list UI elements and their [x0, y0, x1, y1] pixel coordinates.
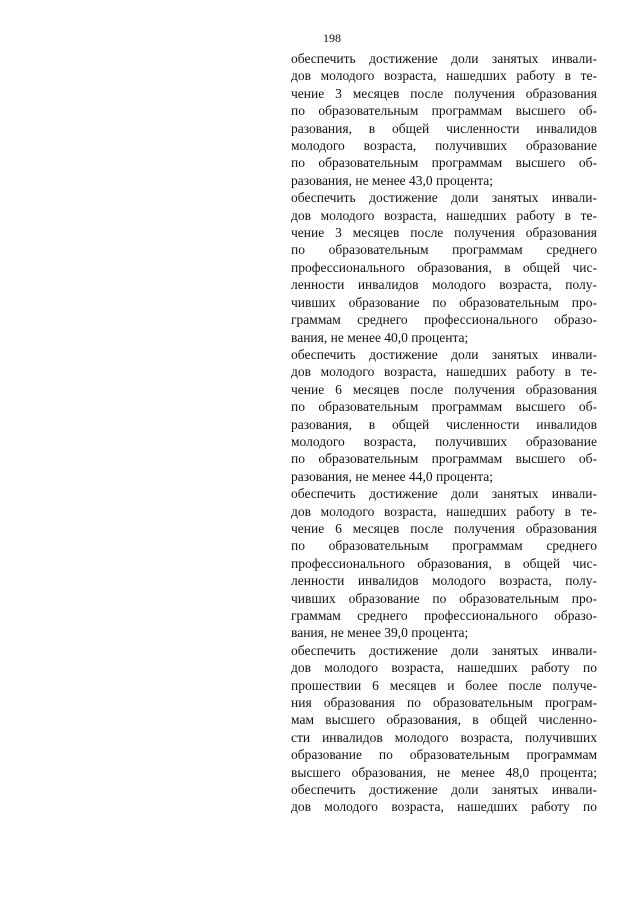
- text-line: разования, в общей численности инвалидов: [291, 416, 597, 432]
- text-line: чение 3 месяцев после получения образования: [291, 225, 597, 241]
- text-line: ленности инвалидов молодого возраста, полу-: [291, 573, 597, 589]
- text-line: по образовательным программам среднего: [291, 242, 597, 258]
- text-line: ния образования по образовательным програм-: [291, 695, 597, 711]
- text-line: чение 6 месяцев после получения образования: [291, 381, 597, 397]
- text-line: обеспечить достижение доли занятых инвали-: [291, 51, 597, 66]
- text-line: по образовательным программам среднего: [291, 538, 597, 554]
- text-line: профессионального образования, в общей чис-: [291, 555, 597, 571]
- text-line: дов молодого возраста, нашедших работу по: [291, 660, 597, 676]
- text-line: образование по образовательным программам: [291, 747, 597, 763]
- text-line: дов молодого возраста, нашедших работу в те-: [291, 207, 597, 223]
- text-line: дов молодого возраста, нашедших работу в те-: [291, 503, 597, 519]
- text-line: вания, не менее 40,0 процента;: [291, 329, 469, 345]
- text-line: чение 6 месяцев после получения образования: [291, 520, 597, 536]
- text-line: профессионального образования, в общей чис-: [291, 259, 597, 275]
- text-line: обеспечить достижение доли занятых инвали-: [291, 346, 597, 362]
- text-line: по образовательным программам высшего об-: [291, 155, 597, 171]
- text-line: молодого возраста, получивших образование: [291, 433, 597, 449]
- text-line: чивших образование по образовательным про-: [291, 590, 597, 606]
- text-line: чение 3 месяцев после получения образования: [291, 85, 597, 101]
- text-line: по образовательным программам высшего об-: [291, 451, 597, 467]
- text-line: обеспечить достижение доли занятых инвали-: [291, 642, 597, 658]
- text-line: обеспечить достижение доли занятых инвали-: [291, 782, 597, 798]
- text-line: дов молодого возраста, нашедших работу в те-: [291, 364, 597, 380]
- text-line: граммам среднего профессионального образо-: [291, 608, 597, 623]
- text-line: ленности инвалидов молодого возраста, полу-: [291, 277, 597, 293]
- text-line: обеспечить достижение доли занятых инвали-: [291, 190, 597, 206]
- text-line: дов молодого возраста, нашедших работу в те-: [291, 68, 597, 84]
- text-line: по образовательным программам высшего об-: [291, 399, 597, 415]
- text-line: вания, не менее 39,0 процента;: [291, 625, 469, 641]
- text-line: по образовательным программам высшего об-: [291, 103, 597, 119]
- text-line: разования, не менее 43,0 процента;: [291, 172, 494, 188]
- text-line: дов молодого возраста, нашедших работу по: [291, 799, 597, 815]
- page-number: 198: [323, 31, 341, 45]
- text-line: сти инвалидов молодого возраста, получивших: [291, 729, 597, 745]
- text-line: мам высшего образования, в общей численно-: [291, 712, 597, 728]
- text-line: разования, в общей численности инвалидов: [291, 120, 597, 136]
- text-line: граммам среднего профессионального образо-: [291, 312, 597, 328]
- text-line: высшего образования, не менее 48,0 процента;: [291, 764, 597, 780]
- document-body: [291, 50, 597, 816]
- text-line: прошествии 6 месяцев и более после получе-: [291, 677, 597, 693]
- text-line: молодого возраста, получивших образование: [291, 138, 597, 154]
- text-line: обеспечить достижение доли занятых инвали-: [291, 486, 597, 502]
- text-line: разования, не менее 44,0 процента;: [291, 468, 494, 484]
- text-line: чивших образование по образовательным про-: [291, 294, 597, 310]
